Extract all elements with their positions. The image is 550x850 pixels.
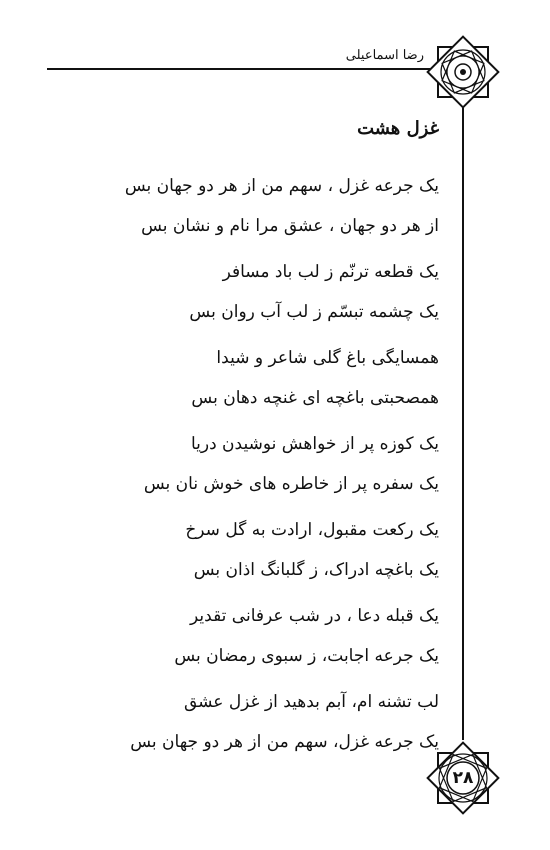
stanza xyxy=(109,166,439,252)
stanza xyxy=(109,510,439,596)
running-header-author: رضا اسماعیلی xyxy=(345,48,424,63)
verse-line: یک چشمه تبسّم ز لب آب روان بس xyxy=(189,302,439,322)
verse-line: از هر دو جهان ، عشق مرا نام و نشان بس xyxy=(141,216,439,236)
verse-line: یک قطعه ترنّم ز لب باد مسافر xyxy=(222,262,439,282)
verse-line: یک سفره پر از خاطره های خوش نان بس xyxy=(143,474,439,494)
poem-title: غزل هشت xyxy=(357,118,439,139)
stanza xyxy=(109,252,439,338)
verse-line: لب تشنه ام، آبم بدهید از غزل عشق xyxy=(183,692,439,712)
verse-line: همسایگی باغ گلی شاعر و شیدا xyxy=(216,348,439,368)
stanza xyxy=(109,596,439,682)
verse-line: یک رکعت مقبول، ارادت به گل سرخ xyxy=(185,520,439,540)
header-rule xyxy=(47,68,430,70)
verse-line: یک جرعه غزل، سهم من از هر دو جهان بس xyxy=(130,732,439,752)
stanza xyxy=(109,682,439,768)
poem-body xyxy=(109,166,439,768)
verse-line: یک کوزه پر از خواهش نوشیدن دریا xyxy=(190,434,439,454)
stanza xyxy=(109,338,439,424)
verse-line: یک باغچه ادراک، ز گلبانگ اذان بس xyxy=(193,560,439,580)
side-rule xyxy=(462,108,464,740)
verse-line: یک جرعه غزل ، سهم من از هر دو جهان بس xyxy=(124,176,439,196)
verse-line: یک قبله دعا ، در شب عرفانی تقدیر xyxy=(190,606,439,626)
page-number: ۲۸ xyxy=(452,768,474,788)
verse-line: یک جرعه اجابت، ز سبوی رمضان بس xyxy=(174,646,439,666)
verse-line: همصحبتی باغچه ای غنچه دهان بس xyxy=(191,388,439,408)
star-rosette-icon xyxy=(423,32,503,112)
stanza xyxy=(109,424,439,510)
